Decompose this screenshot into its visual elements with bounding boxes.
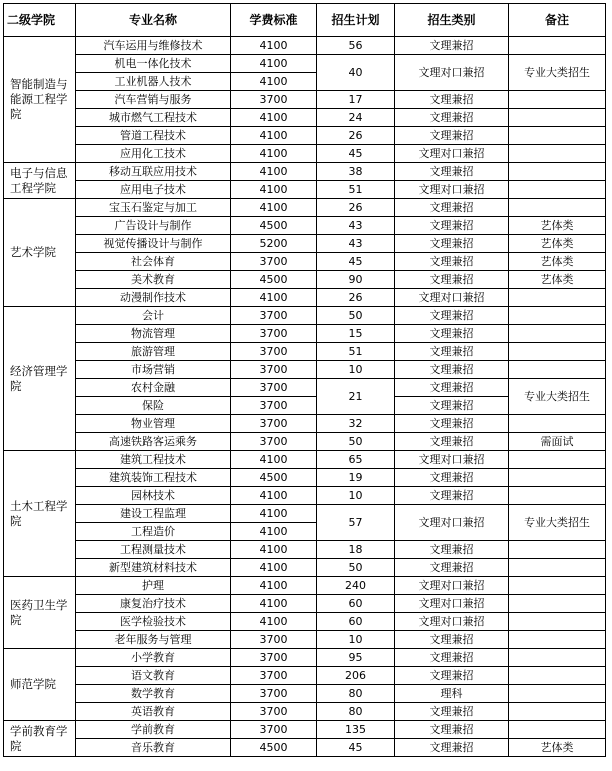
note-cell xyxy=(509,703,606,721)
major-cell: 工程造价 xyxy=(76,523,231,541)
type-cell: 文理对口兼招 xyxy=(395,55,509,91)
plan-cell: 60 xyxy=(317,613,395,631)
plan-cell: 90 xyxy=(317,271,395,289)
table-row xyxy=(4,739,606,757)
table-row xyxy=(4,631,606,649)
type-cell: 文理兼招 xyxy=(395,667,509,685)
fee-cell: 3700 xyxy=(231,415,317,433)
note-cell: 艺体类 xyxy=(509,235,606,253)
fee-cell: 3700 xyxy=(231,649,317,667)
note-cell xyxy=(509,487,606,505)
plan-cell: 60 xyxy=(317,595,395,613)
major-cell: 市场营销 xyxy=(76,361,231,379)
note-cell: 专业大类招生 xyxy=(509,55,606,91)
plan-cell: 95 xyxy=(317,649,395,667)
fee-cell: 4100 xyxy=(231,109,317,127)
note-cell xyxy=(509,307,606,325)
table-row xyxy=(4,415,606,433)
fee-cell: 4100 xyxy=(231,559,317,577)
note-cell xyxy=(509,91,606,109)
type-cell: 文理兼招 xyxy=(395,199,509,217)
table-row xyxy=(4,109,606,127)
note-cell xyxy=(509,289,606,307)
major-cell: 应用化工技术 xyxy=(76,145,231,163)
major-cell: 音乐教育 xyxy=(76,739,231,757)
note-cell xyxy=(509,37,606,55)
note-cell xyxy=(509,721,606,739)
fee-cell: 4100 xyxy=(231,451,317,469)
fee-cell: 4100 xyxy=(231,289,317,307)
note-cell xyxy=(509,199,606,217)
type-cell: 文理兼招 xyxy=(395,253,509,271)
type-cell: 理科 xyxy=(395,685,509,703)
table-row xyxy=(4,361,606,379)
fee-cell: 3700 xyxy=(231,631,317,649)
plan-cell: 50 xyxy=(317,433,395,451)
type-cell: 文理兼招 xyxy=(395,235,509,253)
header-fee: 学费标准 xyxy=(231,4,317,37)
fee-cell: 3700 xyxy=(231,343,317,361)
fee-cell: 4500 xyxy=(231,739,317,757)
fee-cell: 3700 xyxy=(231,667,317,685)
plan-cell: 56 xyxy=(317,37,395,55)
fee-cell: 3700 xyxy=(231,307,317,325)
table-row xyxy=(4,541,606,559)
fee-cell: 4500 xyxy=(231,469,317,487)
fee-cell: 4100 xyxy=(231,163,317,181)
type-cell: 文理兼招 xyxy=(395,739,509,757)
fee-cell: 4100 xyxy=(231,181,317,199)
header-plan: 招生计划 xyxy=(317,4,395,37)
plan-cell: 80 xyxy=(317,703,395,721)
plan-cell: 45 xyxy=(317,253,395,271)
plan-cell: 57 xyxy=(317,505,395,541)
table-row xyxy=(4,253,606,271)
note-cell xyxy=(509,181,606,199)
type-cell: 文理兼招 xyxy=(395,271,509,289)
major-cell: 数学教育 xyxy=(76,685,231,703)
plan-cell: 206 xyxy=(317,667,395,685)
major-cell: 管道工程技术 xyxy=(76,127,231,145)
header-major: 专业名称 xyxy=(76,4,231,37)
table-row xyxy=(4,55,606,73)
plan-cell: 51 xyxy=(317,343,395,361)
major-cell: 物业管理 xyxy=(76,415,231,433)
fee-cell: 3700 xyxy=(231,397,317,415)
type-cell: 文理兼招 xyxy=(395,379,509,397)
table-row xyxy=(4,649,606,667)
fee-cell: 3700 xyxy=(231,253,317,271)
fee-cell: 4100 xyxy=(231,55,317,73)
plan-cell: 80 xyxy=(317,685,395,703)
note-cell: 专业大类招生 xyxy=(509,379,606,415)
header-note: 备注 xyxy=(509,4,606,37)
note-cell: 艺体类 xyxy=(509,271,606,289)
type-cell: 文理对口兼招 xyxy=(395,577,509,595)
table-row xyxy=(4,91,606,109)
plan-cell: 240 xyxy=(317,577,395,595)
type-cell: 文理兼招 xyxy=(395,109,509,127)
header-college: 二级学院 xyxy=(4,4,76,37)
note-cell xyxy=(509,649,606,667)
major-cell: 护理 xyxy=(76,577,231,595)
major-cell: 建筑装饰工程技术 xyxy=(76,469,231,487)
fee-cell: 4100 xyxy=(231,595,317,613)
type-cell: 文理对口兼招 xyxy=(395,181,509,199)
table-body xyxy=(4,37,606,757)
fee-cell: 4100 xyxy=(231,37,317,55)
fee-cell: 4100 xyxy=(231,541,317,559)
type-cell: 文理兼招 xyxy=(395,703,509,721)
plan-cell: 19 xyxy=(317,469,395,487)
type-cell: 文理兼招 xyxy=(395,541,509,559)
plan-cell: 26 xyxy=(317,199,395,217)
table-row xyxy=(4,667,606,685)
table-row xyxy=(4,469,606,487)
type-cell: 文理兼招 xyxy=(395,163,509,181)
table-row xyxy=(4,145,606,163)
type-cell: 文理兼招 xyxy=(395,487,509,505)
plan-cell: 40 xyxy=(317,55,395,91)
fee-cell: 3700 xyxy=(231,703,317,721)
major-cell: 老年服务与管理 xyxy=(76,631,231,649)
major-cell: 动漫制作技术 xyxy=(76,289,231,307)
type-cell: 文理兼招 xyxy=(395,649,509,667)
table-row xyxy=(4,595,606,613)
major-cell: 建筑工程技术 xyxy=(76,451,231,469)
table-row xyxy=(4,487,606,505)
major-cell: 新型建筑材料技术 xyxy=(76,559,231,577)
college-cell: 艺术学院 xyxy=(4,199,76,307)
major-cell: 汽车营销与服务 xyxy=(76,91,231,109)
table-row xyxy=(4,685,606,703)
college-cell: 学前教育学院 xyxy=(4,721,76,757)
table-row xyxy=(4,577,606,595)
type-cell: 文理对口兼招 xyxy=(395,289,509,307)
table-row xyxy=(4,379,606,397)
type-cell: 文理兼招 xyxy=(395,217,509,235)
plan-cell: 135 xyxy=(317,721,395,739)
fee-cell: 4100 xyxy=(231,505,317,523)
header-type: 招生类别 xyxy=(395,4,509,37)
table-row xyxy=(4,343,606,361)
note-cell xyxy=(509,109,606,127)
plan-cell: 26 xyxy=(317,289,395,307)
major-cell: 工业机器人技术 xyxy=(76,73,231,91)
type-cell: 文理对口兼招 xyxy=(395,613,509,631)
type-cell: 文理兼招 xyxy=(395,433,509,451)
major-cell: 保险 xyxy=(76,397,231,415)
type-cell: 文理兼招 xyxy=(395,559,509,577)
table-row xyxy=(4,703,606,721)
plan-cell: 10 xyxy=(317,361,395,379)
table-row xyxy=(4,433,606,451)
table-row xyxy=(4,163,606,181)
plan-cell: 24 xyxy=(317,109,395,127)
fee-cell: 3700 xyxy=(231,721,317,739)
fee-cell: 4500 xyxy=(231,271,317,289)
major-cell: 康复治疗技术 xyxy=(76,595,231,613)
major-cell: 社会体育 xyxy=(76,253,231,271)
college-cell: 电子与信息工程学院 xyxy=(4,163,76,199)
note-cell xyxy=(509,631,606,649)
type-cell: 文理兼招 xyxy=(395,631,509,649)
table-row xyxy=(4,613,606,631)
plan-cell: 10 xyxy=(317,487,395,505)
major-cell: 汽车运用与维修技术 xyxy=(76,37,231,55)
table-row xyxy=(4,559,606,577)
note-cell xyxy=(509,559,606,577)
major-cell: 高速铁路客运乘务 xyxy=(76,433,231,451)
note-cell xyxy=(509,667,606,685)
table-row xyxy=(4,199,606,217)
plan-cell: 32 xyxy=(317,415,395,433)
major-cell: 广告设计与制作 xyxy=(76,217,231,235)
major-cell: 英语教育 xyxy=(76,703,231,721)
major-cell: 美术教育 xyxy=(76,271,231,289)
fee-cell: 4100 xyxy=(231,145,317,163)
table-row xyxy=(4,451,606,469)
college-cell: 师范学院 xyxy=(4,649,76,721)
major-cell: 城市燃气工程技术 xyxy=(76,109,231,127)
plan-cell: 43 xyxy=(317,235,395,253)
fee-cell: 4100 xyxy=(231,523,317,541)
major-cell: 视觉传播设计与制作 xyxy=(76,235,231,253)
plan-cell: 38 xyxy=(317,163,395,181)
major-cell: 学前教育 xyxy=(76,721,231,739)
note-cell xyxy=(509,163,606,181)
plan-cell: 15 xyxy=(317,325,395,343)
note-cell xyxy=(509,415,606,433)
plan-cell: 51 xyxy=(317,181,395,199)
note-cell xyxy=(509,325,606,343)
college-cell: 智能制造与能源工程学院 xyxy=(4,37,76,163)
college-cell: 医药卫生学院 xyxy=(4,577,76,649)
type-cell: 文理兼招 xyxy=(395,415,509,433)
fee-cell: 3700 xyxy=(231,433,317,451)
type-cell: 文理对口兼招 xyxy=(395,595,509,613)
plan-cell: 43 xyxy=(317,217,395,235)
plan-cell: 18 xyxy=(317,541,395,559)
major-cell: 旅游管理 xyxy=(76,343,231,361)
plan-cell: 45 xyxy=(317,145,395,163)
table-row xyxy=(4,505,606,523)
note-cell: 需面试 xyxy=(509,433,606,451)
table-row xyxy=(4,325,606,343)
major-cell: 应用电子技术 xyxy=(76,181,231,199)
type-cell: 文理对口兼招 xyxy=(395,505,509,541)
note-cell: 艺体类 xyxy=(509,217,606,235)
fee-cell: 4500 xyxy=(231,217,317,235)
major-cell: 移动互联应用技术 xyxy=(76,163,231,181)
type-cell: 文理兼招 xyxy=(395,343,509,361)
enrollment-table xyxy=(3,3,606,757)
table-row xyxy=(4,271,606,289)
fee-cell: 3700 xyxy=(231,361,317,379)
header-row xyxy=(4,4,606,37)
table-row xyxy=(4,181,606,199)
type-cell: 文理兼招 xyxy=(395,37,509,55)
fee-cell: 4100 xyxy=(231,199,317,217)
fee-cell: 4100 xyxy=(231,487,317,505)
type-cell: 文理兼招 xyxy=(395,361,509,379)
note-cell xyxy=(509,127,606,145)
note-cell xyxy=(509,577,606,595)
fee-cell: 3700 xyxy=(231,685,317,703)
plan-cell: 45 xyxy=(317,739,395,757)
major-cell: 医学检验技术 xyxy=(76,613,231,631)
plan-cell: 21 xyxy=(317,379,395,415)
type-cell: 文理对口兼招 xyxy=(395,145,509,163)
note-cell xyxy=(509,361,606,379)
fee-cell: 3700 xyxy=(231,91,317,109)
note-cell xyxy=(509,343,606,361)
type-cell: 文理兼招 xyxy=(395,127,509,145)
fee-cell: 4100 xyxy=(231,127,317,145)
type-cell: 文理兼招 xyxy=(395,397,509,415)
fee-cell: 4100 xyxy=(231,73,317,91)
plan-cell: 26 xyxy=(317,127,395,145)
plan-cell: 65 xyxy=(317,451,395,469)
note-cell: 艺体类 xyxy=(509,739,606,757)
note-cell xyxy=(509,469,606,487)
fee-cell: 3700 xyxy=(231,379,317,397)
note-cell: 专业大类招生 xyxy=(509,505,606,541)
note-cell xyxy=(509,685,606,703)
plan-cell: 17 xyxy=(317,91,395,109)
note-cell xyxy=(509,595,606,613)
note-cell xyxy=(509,451,606,469)
major-cell: 农村金融 xyxy=(76,379,231,397)
table-row xyxy=(4,37,606,55)
note-cell xyxy=(509,145,606,163)
plan-cell: 50 xyxy=(317,307,395,325)
major-cell: 园林技术 xyxy=(76,487,231,505)
major-cell: 宝玉石鉴定与加工 xyxy=(76,199,231,217)
fee-cell: 5200 xyxy=(231,235,317,253)
note-cell xyxy=(509,613,606,631)
table-row xyxy=(4,721,606,739)
type-cell: 文理兼招 xyxy=(395,307,509,325)
table-row xyxy=(4,127,606,145)
major-cell: 小学教育 xyxy=(76,649,231,667)
note-cell: 艺体类 xyxy=(509,253,606,271)
table-row xyxy=(4,289,606,307)
table-row xyxy=(4,307,606,325)
table-row xyxy=(4,235,606,253)
major-cell: 物流管理 xyxy=(76,325,231,343)
fee-cell: 3700 xyxy=(231,325,317,343)
major-cell: 机电一体化技术 xyxy=(76,55,231,73)
major-cell: 建设工程监理 xyxy=(76,505,231,523)
type-cell: 文理兼招 xyxy=(395,469,509,487)
plan-cell: 10 xyxy=(317,631,395,649)
plan-cell: 50 xyxy=(317,559,395,577)
college-cell: 经济管理学院 xyxy=(4,307,76,451)
major-cell: 语文教育 xyxy=(76,667,231,685)
fee-cell: 4100 xyxy=(231,577,317,595)
type-cell: 文理兼招 xyxy=(395,721,509,739)
fee-cell: 4100 xyxy=(231,613,317,631)
note-cell xyxy=(509,541,606,559)
type-cell: 文理兼招 xyxy=(395,91,509,109)
type-cell: 文理对口兼招 xyxy=(395,451,509,469)
major-cell: 会计 xyxy=(76,307,231,325)
type-cell: 文理兼招 xyxy=(395,325,509,343)
college-cell: 土木工程学院 xyxy=(4,451,76,577)
table-row xyxy=(4,217,606,235)
major-cell: 工程测量技术 xyxy=(76,541,231,559)
